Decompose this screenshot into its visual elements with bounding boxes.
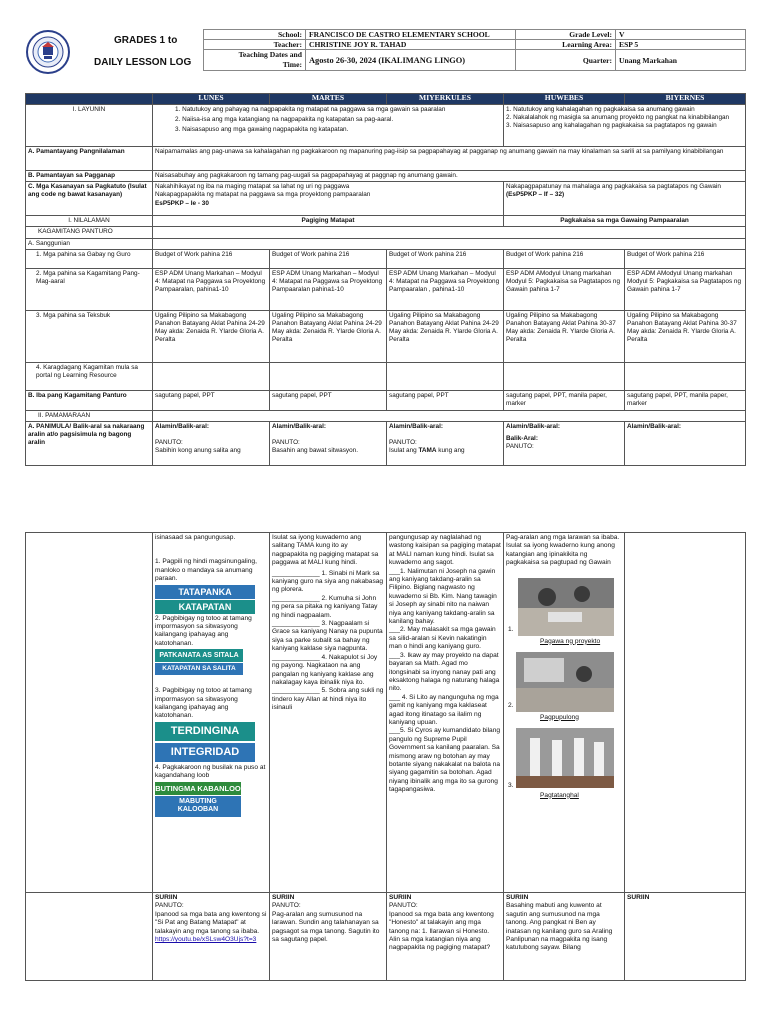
- badge-integridad-top: TERDINGINA: [155, 722, 255, 741]
- school-value: FRANCISCO DE CASTRO ELEMENTARY SCHOOL: [306, 30, 516, 40]
- panimula-thu: [504, 422, 625, 466]
- p2-wed-item: ___2. May malasakit sa mga gawain sa silid-aralan si Kevin nakatingin man o hindi ang kaniyang guro.: [389, 626, 496, 651]
- kagamitan-label: KAGAMITANG PANTURO: [26, 227, 153, 238]
- gabay-cell: Budget of Work pahina 216: [270, 249, 387, 268]
- suriin-heading: SURIIN: [272, 894, 295, 901]
- photo-pagawa-ng-proyekto: [518, 578, 614, 636]
- day-miyerkules: MIYERKULES: [387, 94, 504, 105]
- nilalaman-right: Pagkakaisa sa mga Gawaing Pampaaralan: [504, 216, 746, 227]
- pamamaraan-row: [26, 410, 746, 421]
- badge-kalooban: [155, 782, 241, 824]
- teksbuk-row: [26, 310, 746, 362]
- suriin-thu-text: Basahing mabuti ang kuwento at sagutin ang sumusunod na mga tanong. Ang pangkat ni Ben ay inatasan ng kanilang guro sa Araling Panlipunan na magpakita ng isang katutubong sayaw. Bilang: [506, 902, 613, 952]
- lesson-log-table: [25, 93, 746, 466]
- iba-pang-cell: sagutang papel, PPT: [387, 390, 504, 410]
- photo-num: 2.: [508, 701, 514, 709]
- kasanayan-left-code: EsP5PKP – Ie - 30: [155, 199, 209, 207]
- panuto-label: PANUTO:: [155, 439, 183, 447]
- kagamitan-blank: [153, 227, 746, 238]
- iba-pang-row: [26, 390, 746, 410]
- badge-katapatan: [155, 585, 255, 615]
- panimula-mon: [153, 422, 270, 466]
- sanggunian-label: A. Sanggunian: [26, 238, 153, 249]
- portal-cell: [504, 362, 625, 390]
- iba-pang-cell: sagutang papel, PPT, manila paper, marker: [504, 390, 625, 410]
- pamamaraan-label: II. PAMAMARAAN: [26, 410, 153, 421]
- suriin-wed: [387, 893, 504, 981]
- p2-mon-item: 3. Pagbibigay ng totoo at tamang impormasyon sa sitwasyong kailangang ipahayag ang katotohanan.: [155, 687, 252, 720]
- dates-label: [204, 50, 306, 71]
- layunin-right: [504, 105, 746, 147]
- kasanayan-row: [26, 182, 746, 216]
- layunin-item: 1. Natutukoy ang kahalagahan ng pagkakaisa sa anumang gawain: [506, 106, 695, 113]
- panuto-label: PANUTO:: [155, 902, 184, 910]
- badge-kalooban-top: BUTINGMA KABANLOO: [155, 783, 241, 793]
- photo-num: 1.: [508, 625, 514, 633]
- panuto-label: PANUTO:: [389, 439, 417, 447]
- suriin-heading: SURIIN: [506, 894, 529, 901]
- photo-pagtatanghal: [516, 728, 614, 788]
- pamantayan-pagganap-text: Naisasabuhay ang pagkakaroon ng tamang pag-uugali sa pagpapahayag at paggnap ng anumang gawain.: [153, 171, 746, 182]
- p2-tue: [270, 533, 387, 893]
- gabay-cell: Budget of Work pahina 216: [387, 249, 504, 268]
- teacher-value: CHRISTINE JOY R. TAHAD: [306, 40, 516, 50]
- gabay-cell: Budget of Work pahina 216: [153, 249, 270, 268]
- p2-wed-item: ___1. Nalimutan ni Joseph na gawin ang kaniyang takdang-aralin sa Filipino. Biglang nagwasto ng kuwaderno si Bb. Kim. Nang tawagin si Joseph ay sinabi nito na naiwan niya ang kaniyang takdang-aralin sa kanilang bahay.: [389, 567, 497, 626]
- panimula-wed-text: [389, 447, 501, 455]
- quarter-label: Quarter:: [516, 50, 616, 71]
- sanggunian-row: [26, 238, 746, 249]
- photo-caption: Pagawa ng proyekto: [540, 637, 601, 645]
- day-header-blank: [26, 94, 153, 105]
- day-biyernes: BIYERNES: [625, 94, 746, 105]
- suriin-fri: [625, 893, 746, 981]
- pamantayan-pagganap-label: B. Pamantayan sa Pagganap: [26, 171, 153, 182]
- badge-kalooban-bottom: MABUTING KALOOBAN: [155, 796, 241, 817]
- photo-block-1: [506, 574, 622, 652]
- teksbuk-cell: Ugaling Pilipino sa Makabagong Panahon Batayang Aklat Pahina 24-29 May akda: Zenaida R. Ylarde Gloria A. Peralta: [387, 310, 504, 362]
- badge-salita-top: PATKANATA AS SITALA: [155, 649, 243, 662]
- pamamaraan-blank: [153, 410, 746, 421]
- photo-caption: Pagtatanghal: [540, 791, 579, 799]
- p2-mon-item: 1. Pagpili ng hindi magsinungaling, manloko o mandaya sa anumang paraan.: [155, 558, 257, 583]
- badge-katapatan-salita: [155, 649, 243, 687]
- pamantayan-pangnilalaman-row: [26, 147, 746, 171]
- continued-label-blank: [26, 533, 153, 893]
- suriin-tue: [270, 893, 387, 981]
- layunin-item: 3. Naisasapuso ang kahalagahan ng pagkakaisa sa pagtatapos ng gawain: [506, 122, 717, 130]
- kagamitan-row: [26, 227, 746, 238]
- dll-title: DAILY LESSON LOG: [94, 57, 192, 68]
- day-huwebes: HUWEBES: [504, 94, 625, 105]
- balik-aral-label: Balik-Aral:: [506, 435, 538, 443]
- teksbuk-cell: Ugaling Pilipino sa Makabagong Panahon Batayang Aklat Pahina 30-37 May akda: Zenaida R. Ylarde Gloria A. Peralta: [504, 310, 625, 362]
- panimula-continued-row: [26, 533, 746, 893]
- kagamitang-cell: ESP ADM Unang Markahan – Modyul 4: Matapat na Paggawa sa Proyektong Pampaaralan , pahina1-10: [387, 268, 504, 310]
- layunin-item: 2. Nakalalahok ng masigla sa anumang proyekto ng pangkat na kinabibilangan: [506, 114, 730, 122]
- panimula-mon-text: Sabihin kong anung salita ang: [155, 447, 241, 455]
- grade-label: Grade Level:: [516, 30, 616, 40]
- suriin-row: [26, 893, 746, 981]
- day-lunes: LUNES: [153, 94, 270, 105]
- p2-tue-intro: Isulat sa iyong kuwaderno ang salitang TAMA kung ito ay nagpapakita ng pagiging matapat sa paggawa at MALI kung hindi.: [272, 534, 379, 567]
- p2-mon-item: 4. Pagkakaroon ng busilak na puso at kagandahang loob: [155, 763, 266, 780]
- photo-block-2: [506, 652, 622, 728]
- day-header-row: [26, 94, 746, 105]
- p2-thu: [504, 533, 625, 893]
- alamin-heading: Alamin/Balik-aral:: [272, 423, 326, 431]
- panimula-wed-text-c: kung ang: [438, 447, 465, 455]
- suriin-tue-text: Pag-aralan ang sumusunod na larawan. Sundin ang talahanayan sa pagsagot sa mga tanong. Sagutin ito sa sagutang papel.: [272, 910, 380, 944]
- p2-wed-intro: pangungusap ay naglalahad ng wastong kaisipan sa pagiging matapat at MALI naman kung hindi. Isulat sa kuwaderno ang sagot.: [389, 534, 501, 567]
- portal-row: [26, 362, 746, 390]
- p2-thu-intro: Pag-aralan ang mga larawan sa ibaba. Isulat sa iyong kwaderno kung anong katangian ang ipinakikita ng pagkakaisa sa pagtupad ng Gawain: [506, 534, 620, 567]
- quarter-value: Unang Markahan: [616, 50, 746, 71]
- badge-integridad: [155, 722, 255, 764]
- teacher-label: Teacher:: [204, 40, 306, 50]
- teksbuk-label: 3. Mga pahina sa Teksbuk: [26, 310, 153, 362]
- iba-pang-cell: sagutang papel, PPT: [153, 390, 270, 410]
- portal-cell: [625, 362, 746, 390]
- pamantayan-pagganap-row: [26, 171, 746, 182]
- kasanayan-right-code: (EsP5PKP – If – 32): [506, 191, 565, 199]
- lesson-log-table-continued: [25, 532, 746, 981]
- photo-pagpupulong: [516, 652, 614, 712]
- photo-caption: Pagpupulong: [540, 713, 579, 721]
- panimula-wed: [387, 422, 504, 466]
- suriin-mon-text: Ipanood sa mga bata ang kwentong si "Si Pat ang Batang Matapat" at talakayin ang mga tanong sa ibaba.: [155, 910, 267, 935]
- school-seal-logo: [26, 30, 70, 74]
- photo-num: 3.: [508, 781, 514, 789]
- iba-pang-cell: sagutang papel, PPT, manila paper, marker: [625, 390, 746, 410]
- gabay-cell: Budget of Work pahina 216: [625, 249, 746, 268]
- pamantayan-pangnilalaman-label: A. Pamantayang Pangnilalaman: [26, 147, 153, 171]
- nilalaman-row: [26, 216, 746, 227]
- panimula-row: [26, 422, 746, 466]
- kagamitang-cell: ESP ADM AModyul Unang markahan Modyul 5: Pagkakaisa sa Pagtatapos ng Gawain pahina 1-7: [504, 268, 625, 310]
- p2-wed: [387, 533, 504, 893]
- kagamitang-cell: ESP ADM Unang Markahan – Modyul 4: Matapat na Paggawa sa Proyektong Pampaaralan, pahina1-10: [153, 268, 270, 310]
- p2-tue-item: _____________ 4. Nakapulot si Joy ng payong. Nagkataon na ang pangalan ng kaniyang kaklase ang nakalagay kaya ibinalik niya ito.: [272, 653, 378, 686]
- panimula-tue: [270, 422, 387, 466]
- grades-title: GRADES 1 to: [114, 35, 178, 46]
- day-martes: MARTES: [270, 94, 387, 105]
- badge-katapatan-top: TATAPANKA: [155, 585, 255, 599]
- kagamitang-mag-aaral-label: 2. Mga pahina sa Kagamitang Pang-Mag-aaral: [26, 268, 153, 310]
- layunin-row: [26, 105, 746, 147]
- badge-integridad-bottom: INTEGRIDAD: [155, 743, 255, 762]
- panimula-tue-text: Basahin ang bawat sitwasyon.: [272, 447, 358, 455]
- p2-tue-item: _____________ 2. Kumuha si John ng pera sa pitaka ng kaniyang Tatay ng hindi nagpaalam.: [272, 594, 378, 619]
- dates-label-line1: Teaching Dates and: [238, 50, 302, 59]
- header-info-table: [203, 29, 746, 71]
- p2-mon-item: 2. Pagbibigay ng totoo at tamang impormasyon sa sitwasyong kailangang ipahayag ang katotohanan.: [155, 614, 252, 647]
- sanggunian-blank: [153, 238, 746, 249]
- panuto-label: PANUTO:: [389, 902, 418, 910]
- badge-katapatan-bottom: KATAPATAN: [155, 600, 255, 614]
- p2-mon-intro: isinasaad sa pangungusap.: [155, 534, 236, 541]
- panimula-label: A. PANIMULA/ Balik-aral sa nakaraang aralin at/o pagsisimula ng bagong aralin: [26, 422, 153, 466]
- iba-pang-cell: sagutang papel, PPT: [270, 390, 387, 410]
- dates-label-line2: Time:: [282, 60, 302, 69]
- panimula-fri: [625, 422, 746, 466]
- photo-block-3: [506, 728, 622, 804]
- dates-value: Agosto 26-30, 2024 (IKALIMANG LINGO): [306, 50, 516, 71]
- suriin-thu: [504, 893, 625, 981]
- suriin-wed-text: Ipanood sa mga bata ang kwentong "Honesto" at talakayin ang mga tanong na: 1. Ilarawan si Honesto. Alin sa mga katangian niya ang nagpapakita ng pagiging matapat?: [389, 910, 494, 952]
- p2-mon: [153, 533, 270, 893]
- kasanayan-label: C. Mga Kasanayan sa Pagkatuto (Isulat ang code ng bawat kasanayan): [26, 182, 153, 216]
- p2-tue-item: _____________ 5. Sobra ang sukli ng tindero kay Allan at hindi niya ito isinauli: [272, 687, 384, 712]
- panuto-label: PANUTO:: [506, 443, 534, 451]
- suriin-heading: SURIIN: [155, 894, 178, 901]
- layunin-left: [153, 105, 504, 147]
- panuto-label: PANUTO:: [272, 902, 301, 910]
- gabay-row: [26, 249, 746, 268]
- p2-wed-item: ___3. Ikaw ay may proyekto na dapat bayaran sa Math. Agad mo itongsinabi sa inyong nanay pati ang eksaktong halaga ng naturang halaga nito.: [389, 651, 500, 693]
- gabay-label: 1. Mga pahina sa Gabay ng Guro: [26, 249, 153, 268]
- alamin-heading: Alamin/Balik-aral:: [627, 423, 681, 431]
- area-value: ESP 5: [616, 40, 746, 50]
- p2-fri: [625, 533, 746, 893]
- p2-tue-item: _____________ 3. Nagpaalam si Grace sa kaniyang Nanay na pupunta siya sa parke subalit sa bahay ng kaniyang kaklase siya nagpunta.: [272, 620, 383, 653]
- layunin-item: 2. Naiisa-isa ang mga katangiang na nagpapakita ng katapatan sa pag-aaral.: [175, 116, 394, 124]
- portal-cell: [153, 362, 270, 390]
- suriin-heading: SURIIN: [389, 894, 412, 901]
- teksbuk-cell: Ugaling Pilipino sa Makabagong Panahon Batayang Aklat Pahina 24-29 May akda: Zenaida R. Ylarde Gloria A. Peralta: [153, 310, 270, 362]
- school-label: School:: [204, 30, 306, 40]
- panimula-wed-text-a: Isulat ang: [389, 447, 417, 455]
- kasanayan-left-line2: Nakapagpapakita ng matapat na paggawa sa mga proyektong pampaaralan: [155, 191, 371, 199]
- layunin-label: I. LAYUNIN: [26, 105, 153, 147]
- pamantayan-pangnilalaman-text: Naipamamalas ang pag-unawa sa kahalagahan ng pagkakaroon ng mapanuring pag-iisip sa pagpapahayag at pagganap ng anumang gawain na may kinalaman sa sarili at sa pamilyang kinabibilangan: [153, 147, 746, 171]
- kasanayan-right-text: Nakapagpapatunay na mahalaga ang pagkakaisa sa pagtatapos ng Gawain: [506, 183, 721, 191]
- kasanayan-left-line1: Nakahihikayat ng iba na maging matapat sa lahat ng uri ng paggawa: [155, 183, 350, 191]
- teksbuk-cell: Ugaling Pilipino sa Makabagong Panahon Batayang Aklat Pahina 30-37 May akda: Zenaida R. Ylarde Gloria A. Peralta: [625, 310, 746, 362]
- kasanayan-left: [153, 182, 504, 216]
- gabay-cell: Budget of Work pahina 216: [504, 249, 625, 268]
- panimula-wed-text-b: TAMA: [418, 447, 437, 455]
- kagamitang-cell: ESP ADM AModyul Unang markahan Modyul 5: Pagkakaisa sa Pagtatapos ng Gawain pahina 1-7: [625, 268, 746, 310]
- p2-wed-item: ___ 4. Si Lito ay nangunguha ng mga gamit ng kaniyang mga kaklaseat agad itong itinatago sa ilalim ng kaniyang upuan.: [389, 693, 499, 726]
- nilalaman-label: I. NILALAMAN: [26, 216, 153, 227]
- area-label: Learning Area:: [516, 40, 616, 50]
- alamin-heading: Alamin/Balik-aral:: [155, 423, 209, 431]
- alamin-heading: Alamin/Balik-aral:: [506, 423, 560, 431]
- suriin-mon: [153, 893, 270, 981]
- teksbuk-cell: Ugaling Pilipino sa Makabagong Panahon Batayang Aklat Pahina 24-29 May akda: Zenaida R. Ylarde Gloria A. Peralta: [270, 310, 387, 362]
- kagamitang-cell: ESP ADM Unang Markahan – Modyul 4: Matapat na Paggawa sa Proyektong Pampaaralan pahina1-10: [270, 268, 387, 310]
- portal-label: 4. Karagdagang Kagamitan mula sa portal ng Learning Resource: [26, 362, 153, 390]
- portal-cell: [270, 362, 387, 390]
- youtube-link[interactable]: https://youtu.be/xSLsw4O3Ujs?t=3: [155, 936, 257, 944]
- kagamitang-mag-aaral-row: [26, 268, 746, 310]
- panuto-label: PANUTO:: [272, 439, 300, 447]
- p2-tue-item: _____________ 1. Sinabi ni Mark sa kaniyang guro na siya ang nakabasag ng plorera.: [272, 569, 384, 594]
- suriin-label-blank: [26, 893, 153, 981]
- kasanayan-right: [504, 182, 746, 216]
- iba-pang-label: B. Iba pang Kagamitang Panturo: [26, 390, 153, 410]
- layunin-item: 1. Natutukoy ang pahayag na nagpapakita ng matapat na paggawa sa mga gawain sa paaralan: [175, 106, 446, 113]
- suriin-heading: SURIIN: [627, 894, 650, 901]
- badge-salita-bottom: KATAPATAN SA SALITA: [155, 663, 243, 675]
- nilalaman-left: Pagiging Matapat: [153, 216, 504, 227]
- alamin-heading: Alamin/Balik-aral:: [389, 423, 443, 431]
- grade-value: V: [616, 30, 746, 40]
- portal-cell: [387, 362, 504, 390]
- layunin-item: 3. Naisasapuso ang mga gawaing nagpapakita ng katapatan.: [175, 126, 349, 134]
- p2-wed-item: ___5. Si Cyros ay kumandidato bilang pangulo ng Supreme Pupil Government sa kanilang paaralan. Sa mismong araw ng botohan ay may botante siyang nakakalat na balota na siyang gagamitin sa botohan. Agad niyang ibinalik ang mga ito sa gurong tagapangasiwa.: [389, 727, 501, 794]
